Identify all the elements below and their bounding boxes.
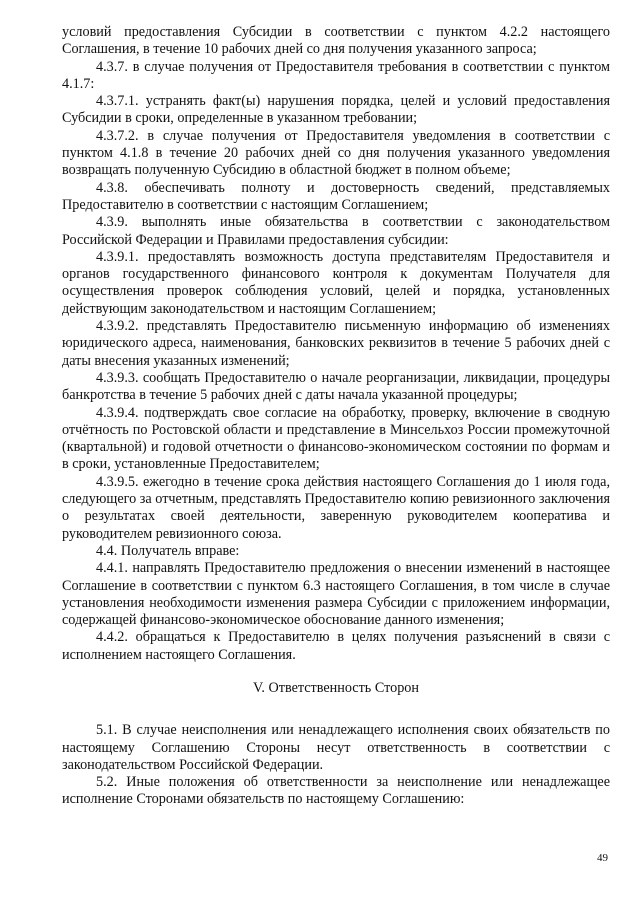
paragraph-5-1: 5.1. В случае неисполнения или ненадлежащего исполнения своих обязательств по настоящему Соглашению Стороны несут ответственность в соответствии с законодательством Российской Федерации.	[62, 722, 610, 773]
paragraph-4-3-9-5: 4.3.9.5. ежегодно в течение срока действия настоящего Соглашения до 1 июля года, следующего за отчетным, представлять Предоставителю копию ревизионного заключения о результатах своей деятельности, заверенную руководителем кооператива и руководителем ревизионного союза.	[62, 473, 610, 542]
paragraph-5-2: 5.2. Иные положения об ответственности за неисполнение или ненадлежащее исполнение Сторонами обязательств по настоящему Соглашению:	[62, 774, 610, 808]
page-number: 49	[597, 852, 608, 864]
paragraph-continuation: условий предоставления Субсидии в соответствии с пунктом 4.2.2 настоящего Соглашения, в течение 10 рабочих дней со дня получения указанного запроса;	[62, 24, 610, 58]
paragraph-4-3-9-4: 4.3.9.4. подтверждать свое согласие на обработку, проверку, включение в сводную отчётность по Ростовской области и представление в Минсельхоз России промежуточной (квартальной) и годовой отчетности о финансово-экономическом состоянии по формам и в сроки, установленные Предоставителем;	[62, 404, 610, 473]
paragraph-4-3-7: 4.3.7. в случае получения от Предоставителя требования в соответствии с пунктом 4.1.7:	[62, 58, 610, 92]
paragraph-4-3-8: 4.3.8. обеспечивать полноту и достоверность сведений, представляемых Предоставителю в соответствии с настоящим Соглашением;	[62, 179, 610, 213]
paragraph-4-3-7-2: 4.3.7.2. в случае получения от Предоставителя уведомления в соответствии с пунктом 4.1.8 в течение 20 рабочих дней со дня получения указанного уведомления возвращать полученную Субсидию в областной бюджет в полном объеме;	[62, 127, 610, 179]
paragraph-4-4-2: 4.4.2. обращаться к Предоставителю в целях получения разъяснений в связи с исполнением настоящего Соглашения.	[62, 629, 610, 663]
paragraph-4-4: 4.4. Получатель вправе:	[96, 542, 240, 559]
paragraph-4-3-9-3: 4.3.9.3. сообщать Предоставителю о начале реорганизации, ликвидации, процедуры банкротства в течение 5 рабочих дней с даты начала указанной процедуры;	[62, 369, 610, 404]
paragraph-4-3-7-1: 4.3.7.1. устранять факт(ы) нарушения порядка, целей и условий предоставления Субсидии в сроки, определенные в указанном требовании;	[62, 93, 610, 127]
section-heading: V. Ответственность Сторон	[253, 679, 419, 696]
paragraph-4-3-9: 4.3.9. выполнять иные обязательства в соответствии с законодательством Российской Федерации и Правилами предоставления субсидии:	[62, 214, 610, 248]
paragraph-4-4-1: 4.4.1. направлять Предоставителю предложения о внесении изменений в настоящее Соглашение в соответствии с пунктом 6.3 настоящего Соглашения, в том числе в случае установления необходимости изменения размера Субсидии с приложением информации, содержащей финансово-экономическое обоснование данного изменения;	[62, 560, 610, 629]
paragraph-4-3-9-2: 4.3.9.2. представлять Предоставителю письменную информацию об изменениях юридического адреса, наименования, банковских реквизитов в течение 5 рабочих дней с даты внесения указанных изменений;	[62, 318, 610, 369]
paragraph-4-3-9-1: 4.3.9.1. предоставлять возможность доступа представителям Предоставителя и органов государственного финансового контроля к документам Получателя для осуществления проверок соблюдения условий, целей и порядка, установленных действующим законодательством и настоящим Соглашением;	[62, 248, 610, 317]
document-page	[62, 24, 610, 809]
